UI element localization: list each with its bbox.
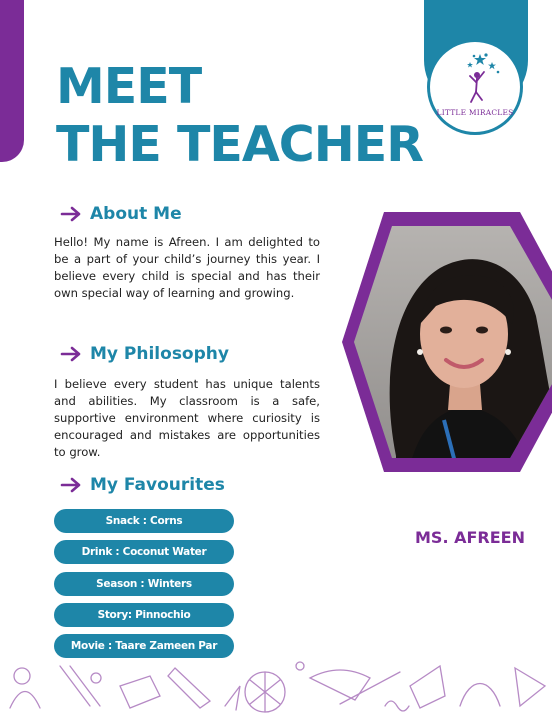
section-heading-favourites: [60, 475, 225, 495]
teacher-photo: [340, 206, 552, 478]
heading-label: My Philosophy: [90, 344, 229, 364]
favourite-drink-pill: Drink : Coconut Water: [54, 540, 234, 564]
philosophy-text: I believe every student has unique talents and abilities. My classroom is a safe, supportive environment where curiosity is encouraged and mistakes are opportunities to grow.: [54, 377, 320, 459]
logo-badge: [430, 42, 520, 132]
teacher-name: MS. AFREEN: [415, 528, 525, 547]
page-title: [56, 58, 423, 174]
heading-label: My Favourites: [90, 475, 225, 495]
arrow-right-icon: [60, 346, 82, 362]
heading-label: About Me: [90, 204, 182, 224]
arrow-right-icon: [60, 477, 82, 493]
about-me-text: Hello! My name is Afreen. I am delighted to be a part of your child’s journey this year. I believe every child is special and has their own special way of learning and growing.: [54, 235, 320, 300]
favourite-season-pill: Season : Winters: [54, 572, 234, 596]
logo-brand-name: LITTLE MIRACLES: [436, 108, 514, 117]
stars-child-logo-icon: [430, 42, 520, 132]
favourite-snack-pill: Snack : Corns: [54, 509, 234, 533]
school-doodles-decoration: [0, 656, 552, 716]
title-line-2: THE TEACHER: [56, 116, 423, 173]
left-accent-bar: [0, 0, 24, 162]
section-heading-about: [60, 204, 182, 224]
arrow-right-icon: [60, 206, 82, 222]
title-line-1: MEET: [56, 58, 202, 115]
favourite-movie-pill: Movie : Taare Zameen Par: [54, 634, 234, 658]
section-heading-philosophy: [60, 344, 229, 364]
favourite-story-pill: Story: Pinnochio: [54, 603, 234, 627]
